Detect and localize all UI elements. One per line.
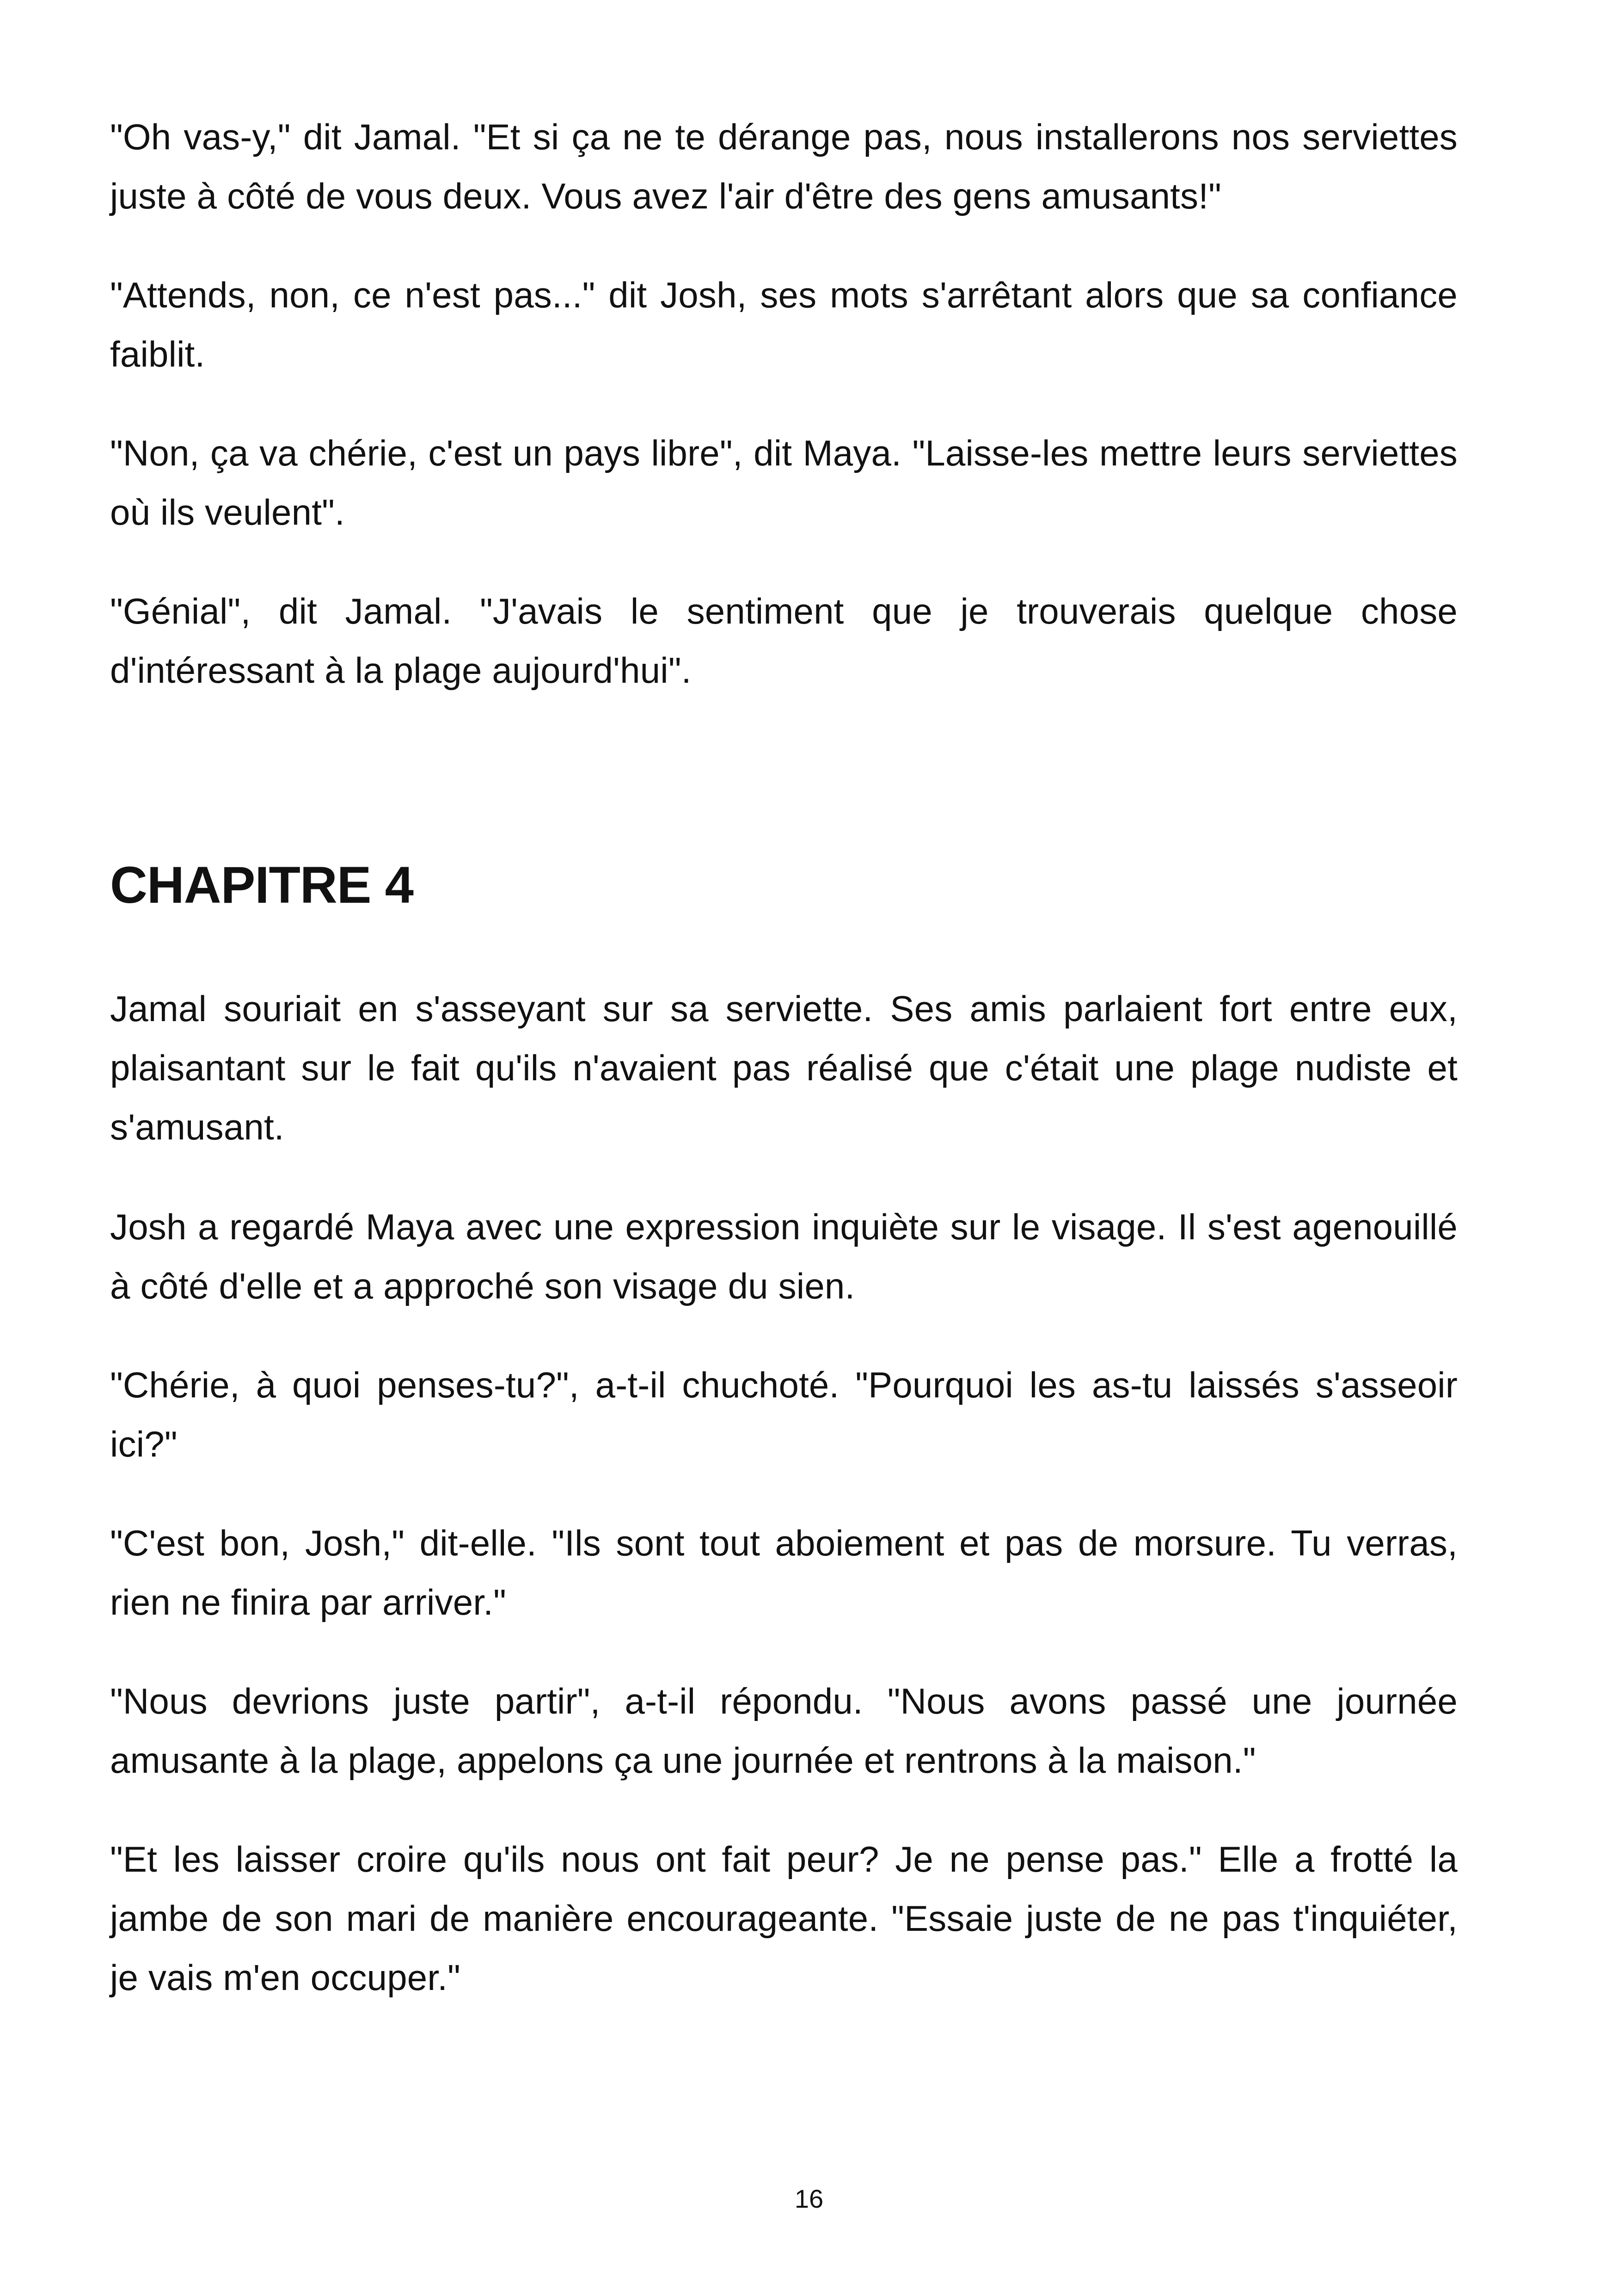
paragraph: "Et les laisser croire qu'ils nous ont fait peur? Je ne pense pas." Elle a frotté la jambe de son mari de manière encourageante. "Essaie juste de ne pas t'inquiéter, je vais m'en occuper." bbox=[110, 1839, 1458, 1998]
paragraph: "Oh vas-y," dit Jamal. "Et si ça ne te dérange pas, nous installerons nos serviettes juste à côté de vous deux. Vous avez l'air d'être des gens amusants!" bbox=[110, 116, 1458, 216]
paragraph: "Attends, non, ce n'est pas..." dit Josh, ses mots s'arrêtant alors que sa confiance faiblit. bbox=[110, 275, 1458, 374]
paragraph: "C'est bon, Josh," dit-elle. "Ils sont tout aboiement et pas de morsure. Tu verras, rien ne finira par arriver." bbox=[110, 1523, 1458, 1623]
chapter-heading: CHAPITRE 4 bbox=[110, 856, 413, 914]
paragraph: Josh a regardé Maya avec une expression inquiète sur le visage. Il s'est agenouillé à côté d'elle et a approché son visage du sien. bbox=[110, 1206, 1458, 1306]
paragraph: "Non, ça va chérie, c'est un pays libre", dit Maya. "Laisse-les mettre leurs serviettes où ils veulent". bbox=[110, 433, 1458, 533]
paragraph: Jamal souriait en s'asseyant sur sa serviette. Ses amis parlaient fort entre eux, plaisantant sur le fait qu'ils n'avaient pas réalisé que c'était une plage nudiste et s'amusant. bbox=[110, 988, 1458, 1147]
page-number: 16 bbox=[794, 2184, 824, 2213]
paragraph: "Génial", dit Jamal. "J'avais le sentiment que je trouverais quelque chose d'intéressant à la plage aujourd'hui". bbox=[110, 591, 1458, 691]
paragraph: "Nous devrions juste partir", a-t-il répondu. "Nous avons passé une journée amusante à la plage, appelons ça une journée et rentrons à la maison." bbox=[110, 1681, 1458, 1781]
paragraph: "Chérie, à quoi penses-tu?", a-t-il chuchoté. "Pourquoi les as-tu laissés s'asseoir ici?" bbox=[110, 1365, 1458, 1464]
